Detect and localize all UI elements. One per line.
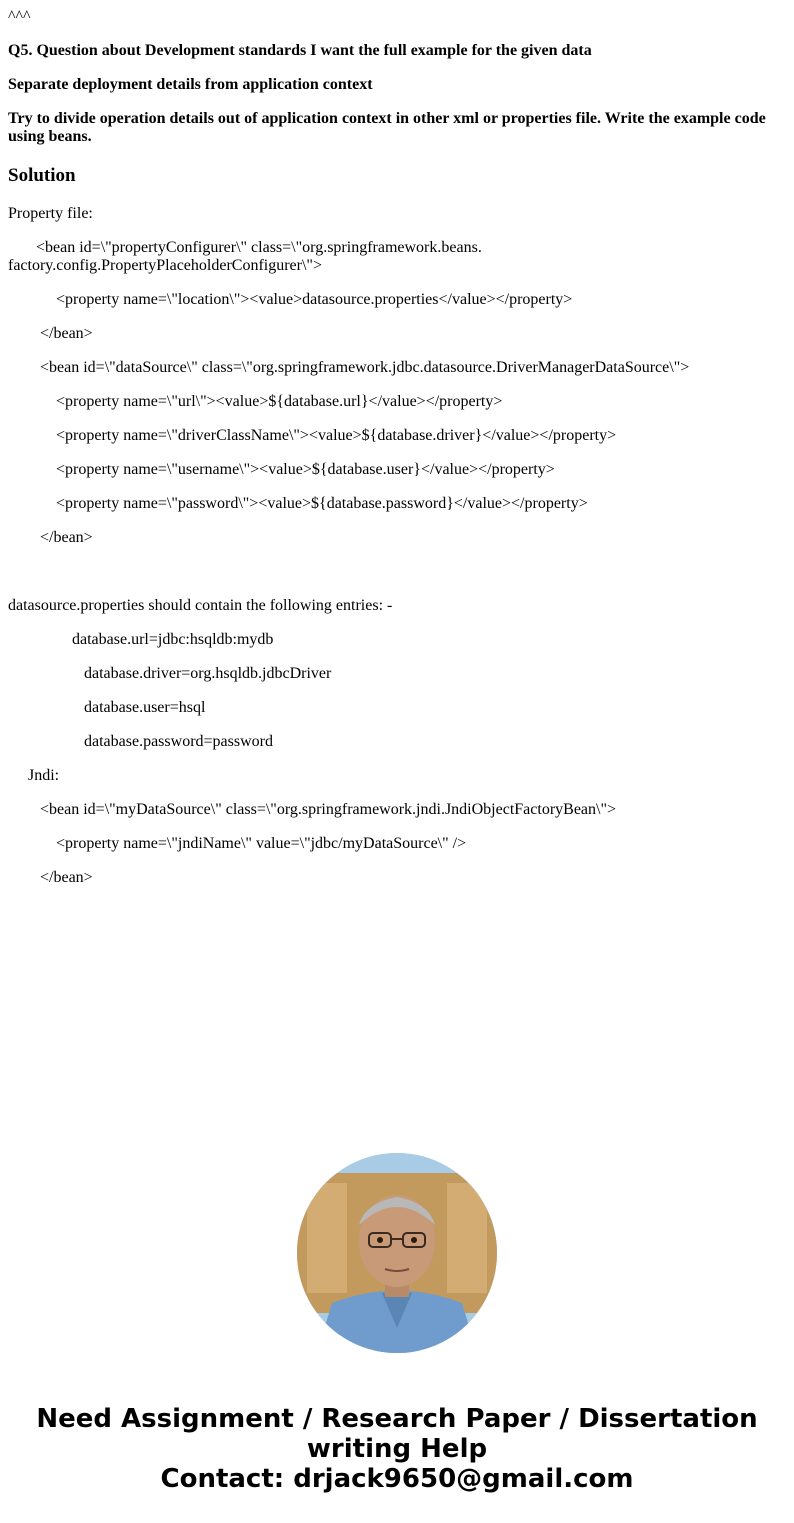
property-entry: database.password=password (8, 733, 273, 750)
code-line: </bean> (8, 325, 93, 342)
code-line: </bean> (8, 529, 93, 546)
question-detail: Try to divide operation details out of application context in other xml or properties file. Write the example code using beans. (8, 110, 766, 145)
question-subtitle: Separate deployment details from application context (8, 76, 373, 93)
code-line: <property name=\"driverClassName\"><value>${database.driver}</value></property> (8, 427, 617, 444)
top-marker: ^^^ (8, 8, 31, 25)
solution-heading: Solution (8, 165, 76, 186)
code-line: <property name=\"url\"><value>${database.url}</value></property> (8, 393, 503, 410)
code-line: <property name=\"username\"><value>${database.user}</value></property> (8, 461, 555, 478)
property-file-label: Property file: (8, 205, 93, 222)
footer-banner (0, 1404, 794, 1494)
jndi-code-line: <bean id=\"myDataSource\" class=\"org.springframework.jndi.JndiObjectFactoryBean\"> (8, 801, 617, 818)
code-line: <bean id=\"propertyConfigurer\" class=\"org.springframework.beans. (8, 239, 482, 256)
code-line: <property name=\"password\"><value>${database.password}</value></property> (8, 495, 588, 512)
jndi-code-line: <property name=\"jndiName\" value=\"jdbc/myDataSource\" /> (8, 835, 467, 852)
footer-line-2: writing Help (306, 1434, 488, 1464)
property-entry: database.url=jdbc:hsqldb:mydb (8, 631, 274, 648)
jndi-label: Jndi: (8, 767, 60, 784)
person-photo-icon (297, 1153, 497, 1353)
code-line: factory.config.PropertyPlaceholderConfigurer\"> (8, 257, 322, 274)
author-avatar (297, 1153, 497, 1353)
code-line: <property name=\"location\"><value>datasource.properties</value></property> (8, 291, 573, 308)
property-entry: database.driver=org.hsqldb.jdbcDriver (8, 665, 332, 682)
jndi-code-line: </bean> (8, 869, 93, 886)
footer-line-1: Need Assignment / Research Paper / Dissertation (36, 1404, 758, 1434)
code-line: <bean id=\"dataSource\" class=\"org.springframework.jdbc.datasource.DriverManagerDataSource\"> (8, 359, 690, 376)
properties-intro: datasource.properties should contain the following entries: - (8, 597, 393, 614)
question-title: Q5. Question about Development standards I want the full example for the given data (8, 42, 592, 59)
property-entry: database.user=hsql (8, 699, 206, 716)
footer-contact: Contact: drjack9650@gmail.com (160, 1464, 634, 1494)
